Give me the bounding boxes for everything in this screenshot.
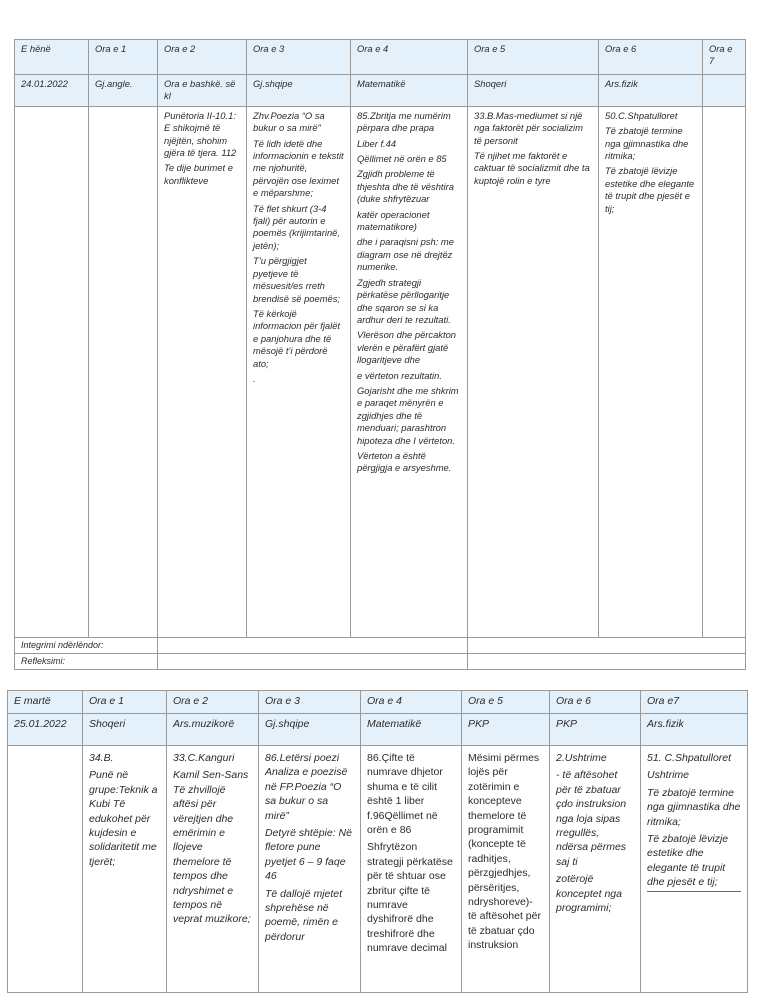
day-header: E hënë: [15, 40, 89, 75]
monday-schedule-table: [14, 39, 746, 670]
integrimi-field[interactable]: [158, 637, 468, 653]
lesson-paragraph: 86.Çifte të numrave dhjetor shuma e të cilit është 1 liber f.96Qëllimet në orën e 86: [367, 752, 443, 837]
empty-cell: [15, 106, 89, 637]
subject-cell: Ora e bashkë. së kl: [158, 75, 247, 107]
period-header: Ora e 1: [83, 691, 167, 714]
lesson-paragraph: Ushtrime: [647, 769, 690, 782]
lesson-cell-ora1: [83, 746, 167, 993]
lesson-paragraph: Të dallojë mjetet shprehëse në poemë, rimën e përdorur: [265, 887, 343, 943]
lesson-paragraph: dhe i paraqisni psh: me diagram ose në drejtëz numerike.: [357, 236, 454, 273]
empty-cell: [703, 106, 746, 637]
lesson-paragraph: Të njihet me faktorët e caktuar të socializmit dhe ta kuptojë rolin e tyre: [474, 150, 590, 186]
refleksimi-row: [15, 653, 746, 669]
lesson-paragraph: Mësimi përmes lojës për zotërimin e koncepteve themelore të programimit (koncepte të radhitjes, përzgjedhjes, përsëritjes, ndryshoreve)- të aftësohet për të zbatuar çdo instruksion: [468, 752, 541, 952]
lesson-paragraph: Të zbatojë termine nga gjimnastika dhe ritmika;: [647, 786, 741, 828]
lesson-paragraph: 2.Ushtrime: [556, 752, 607, 764]
subject-cell: Matematikë: [361, 714, 462, 746]
subject-cell: PKP: [550, 714, 641, 746]
lesson-cell-ora5: [468, 106, 599, 637]
content-row: [8, 746, 748, 993]
lesson-cell-ora2: [167, 746, 259, 993]
lesson-paragraph: Të zbatojë lëvizje estetike dhe elegante të trupit dhe pjesët e tij;: [605, 165, 695, 214]
refleksimi-label: Refleksimi:: [15, 653, 158, 669]
period-header: Ora e 1: [89, 40, 158, 75]
period-header: Ora e 6: [599, 40, 703, 75]
subject-cell: Gj.shqipe: [259, 714, 361, 746]
period-header: Ora e 4: [361, 691, 462, 714]
lesson-cell-ora7: [641, 746, 748, 993]
lesson-paragraph: Zgjedh strategji përkatëse përllogaritje dhe sqaron se si ka ardhur deri te rezultati.: [357, 276, 451, 325]
lesson-cell-ora6: [550, 746, 641, 993]
integrimi-label: Integrimi ndërlëndor:: [15, 637, 158, 653]
lesson-paragraph: e vërteton rezultatin.: [357, 369, 442, 381]
subject-cell: Ars.fizik: [599, 75, 703, 107]
lesson-cell-ora2: [158, 106, 247, 637]
period-header: Ora e7: [641, 691, 748, 714]
lesson-paragraph: Të flet shkurt (3-4 fjali) për autorin e poemës (krijimtarinë, jetën);: [253, 202, 341, 251]
lesson-paragraph: Detyrë shtëpie: Në fletore pune pyetjet 6 – 9 faqe 46: [265, 827, 352, 883]
subject-cell: Matematikë: [351, 75, 468, 107]
lesson-paragraph: 33.C.Kanguri: [173, 752, 235, 764]
lesson-paragraph: Të lidh idetë dhe informacionin e tekstit me njohuritë, përvojën ose leximet e mëparshme;: [253, 137, 344, 199]
tuesday-schedule-table: [7, 690, 748, 993]
subject-cell: Ars.muzikorë: [167, 714, 259, 746]
lesson-paragraph: Të zbatojë termine nga gjimnastika dhe ritmika;: [605, 125, 689, 162]
lesson-paragraph: Vërteton a është përgjigja e arsyeshme.: [357, 449, 452, 474]
lesson-paragraph: Punë në grupe:Teknik a Kubi Të edukohet për kujdesin e solidaritetit me tjerët;: [89, 769, 158, 868]
lesson-paragraph: Kamil Sen-Sans Të zhvillojë aftësi për vërejtjen dhe emërimin e llojeve themelore të tempos dhe ndryshimet e tempos në veprat muzikore;: [173, 769, 251, 926]
lesson-paragraph: Zhv.Poezia “O sa bukur o sa mirë”: [253, 109, 325, 134]
period-header: Ora e 7: [703, 40, 746, 75]
integrimi-field-2[interactable]: [468, 637, 746, 653]
lesson-paragraph: Te dije burimet e konflikteve: [164, 162, 233, 186]
lesson-paragraph: Zgjidh probleme të thjeshta dhe të vështira (duke shfrytëzuar: [357, 168, 454, 205]
refleksimi-field[interactable]: [158, 653, 468, 669]
period-header: Ora e 5: [468, 40, 599, 75]
date-cell: 24.01.2022: [15, 75, 89, 107]
lesson-paragraph: 51. C.Shpatulloret: [647, 752, 732, 764]
lesson-paragraph: zotërojë konceptet nga programimi;: [556, 873, 622, 915]
lesson-paragraph: T’u përgjigjet pyetjeve të mësuesit/es rreth brendisë së poemës;: [253, 255, 341, 304]
lesson-paragraph: 50.C.Shpatulloret: [605, 109, 678, 121]
subject-cell: Gj.shqipe: [247, 75, 351, 107]
lesson-paragraph: katër operacionet matematikore): [357, 208, 430, 233]
subject-cell: [703, 75, 746, 107]
lesson-cell-ora4: [361, 746, 462, 993]
period-header: Ora e 3: [247, 40, 351, 75]
refleksimi-field-2[interactable]: [468, 653, 746, 669]
lesson-paragraph: Vlerëson dhe përcakton vlerën e përafërt gjatë llogaritjeve dhe: [357, 329, 457, 366]
lesson-paragraph: Qëllimet në orën e 85: [357, 153, 447, 165]
subject-row: [15, 75, 746, 107]
subject-cell: Gj.angle.: [89, 75, 158, 107]
lesson-cell-ora3: [259, 746, 361, 993]
lesson-paragraph: Të zbatojë lëvizje estetike dhe elegante të trupit dhe pjesët e tij;: [647, 832, 741, 892]
lesson-cell-ora5: [462, 746, 550, 993]
lesson-paragraph: 86.Letërsi poezi Analiza e poezisë në FP.Poezia “O sa bukur o sa mirë”: [265, 752, 348, 822]
empty-cell: [8, 746, 83, 993]
empty-cell: [89, 106, 158, 637]
lesson-paragraph: - të aftësohet për të zbatuar çdo instruksion nga loja sipas rregullës, ndërsa përmes saj ti: [556, 769, 627, 868]
period-header: Ora e 4: [351, 40, 468, 75]
header-row: [8, 691, 748, 714]
integrimi-row: [15, 637, 746, 653]
content-row: [15, 106, 746, 637]
period-header: Ora e 5: [462, 691, 550, 714]
lesson-paragraph: Shfrytëzon strategji përkatëse për të shtuar ose zbritur çifte të numrave dyshifrorë dhe treshifrorë dhe numrave decimal: [367, 841, 453, 955]
lesson-paragraph: 34.B.: [89, 752, 114, 764]
lesson-paragraph: 85.Zbritja me numërim përpara dhe prapa: [357, 109, 451, 134]
lesson-cell-ora4: [351, 106, 468, 637]
lesson-paragraph: .: [253, 372, 256, 384]
subject-cell: Ars.fizik: [641, 714, 748, 746]
lesson-paragraph: Liber f.44: [357, 137, 397, 149]
lesson-paragraph: Punëtoria II-10.1: E shikojmë të njëjtën, shohim gjëra të tjera. 112: [164, 109, 237, 159]
date-cell: 25.01.2022: [8, 714, 83, 746]
period-header: Ora e 6: [550, 691, 641, 714]
header-row: [15, 40, 746, 75]
subject-cell: PKP: [462, 714, 550, 746]
period-header: Ora e 3: [259, 691, 361, 714]
lesson-cell-ora6: [599, 106, 703, 637]
subject-cell: Shoqeri: [468, 75, 599, 107]
day-header: E martë: [8, 691, 83, 714]
subject-cell: Shoqeri: [83, 714, 167, 746]
lesson-paragraph: 33.B.Mas-mediumet si një nga faktorët për socializim të personit: [474, 109, 583, 146]
period-header: Ora e 2: [167, 691, 259, 714]
lesson-cell-ora3: [247, 106, 351, 637]
period-header: Ora e 2: [158, 40, 247, 75]
subject-row: [8, 714, 748, 746]
lesson-paragraph: Gojarisht dhe me shkrim e paraqet mënyrën e zgjidhjes dhe të menduari; parashtron hipoteza dhe I vërteton.: [357, 384, 459, 446]
lesson-paragraph: Të kërkojë informacion për fjalët e panjohura dhe të mësojë t’i përdorë ato;: [253, 307, 341, 369]
